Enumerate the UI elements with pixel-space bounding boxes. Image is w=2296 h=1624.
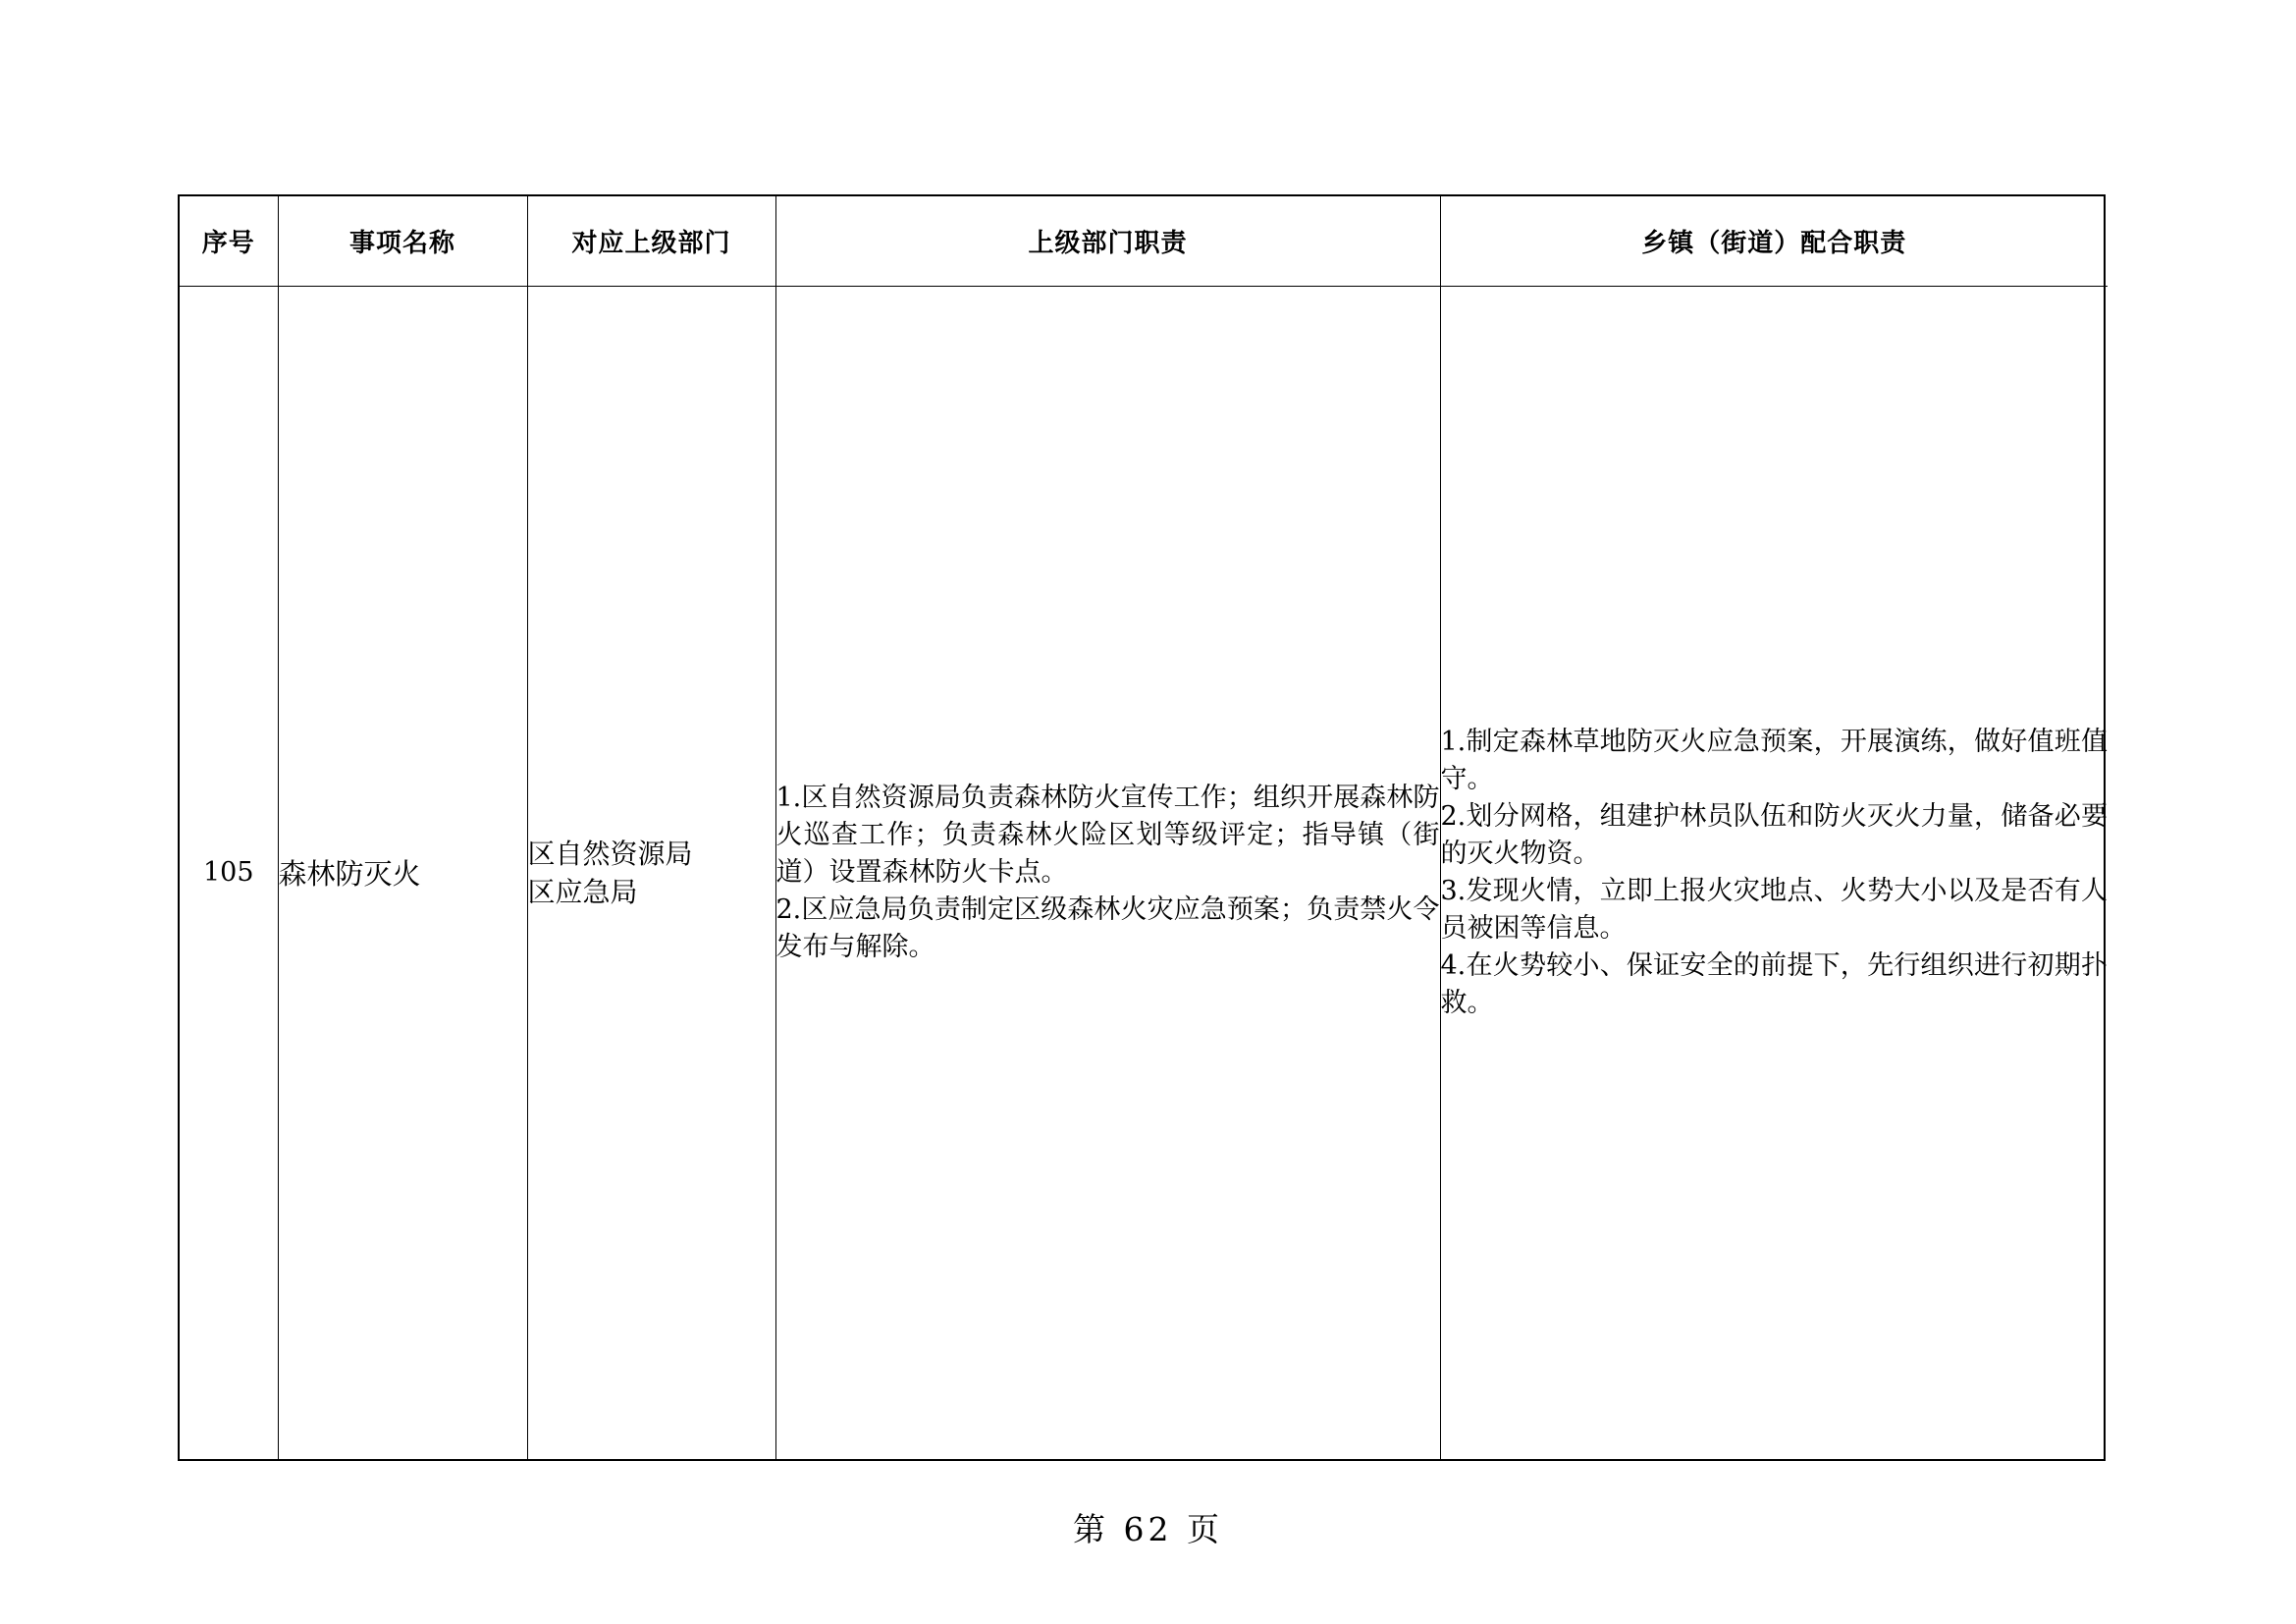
department-natural-resources: 区自然资源局 (527, 837, 693, 870)
row-cooperation-duties (1440, 286, 2108, 1459)
table-header-row (180, 196, 2108, 286)
header-department-duties: 上级部门职责 (775, 196, 1440, 286)
header-item-name: 事项名称 (278, 196, 527, 286)
duty-item: 2.区应急局负责制定区级森林火灾应急预案；负责禁火令发布与解除。 (775, 893, 1440, 962)
cooperation-item: 1.制定森林草地防灭火应急预案，开展演练，做好值班值守。 (1440, 726, 2108, 794)
cooperation-item: 3.发现火情，立即上报火灾地点、火势大小以及是否有人员被困等信息。 (1440, 875, 2108, 944)
header-township-cooperation-duties: 乡镇（街道）配合职责 (1440, 196, 2108, 286)
duty-table (180, 196, 2108, 1459)
cooperation-item: 4.在火势较小、保证安全的前提下，先行组织进行初期扑救。 (1440, 949, 2108, 1018)
duty-table-container (178, 194, 2106, 1461)
table-row (180, 286, 2108, 1459)
row-serial-number: 105 (180, 286, 278, 1459)
header-serial-number: 序号 (180, 196, 278, 286)
duty-item: 1.区自然资源局负责森林防火宣传工作；组织开展森林防火巡查工作；负责森林火险区划等级评定；指导镇（街道）设置森林防火卡点。 (775, 782, 1440, 888)
cooperation-item: 2.划分网格，组建护林员队伍和防火灭火力量，储备必要的灭火物资。 (1440, 800, 2108, 869)
department-emergency-management: 区应急局 (527, 875, 638, 908)
header-superior-department: 对应上级部门 (527, 196, 775, 286)
row-item-name: 森林防灭火 (278, 286, 527, 1459)
row-department-duties (775, 286, 1440, 1459)
page-number: 第 62 页 (1073, 1510, 1223, 1548)
row-superior-departments (527, 286, 775, 1459)
